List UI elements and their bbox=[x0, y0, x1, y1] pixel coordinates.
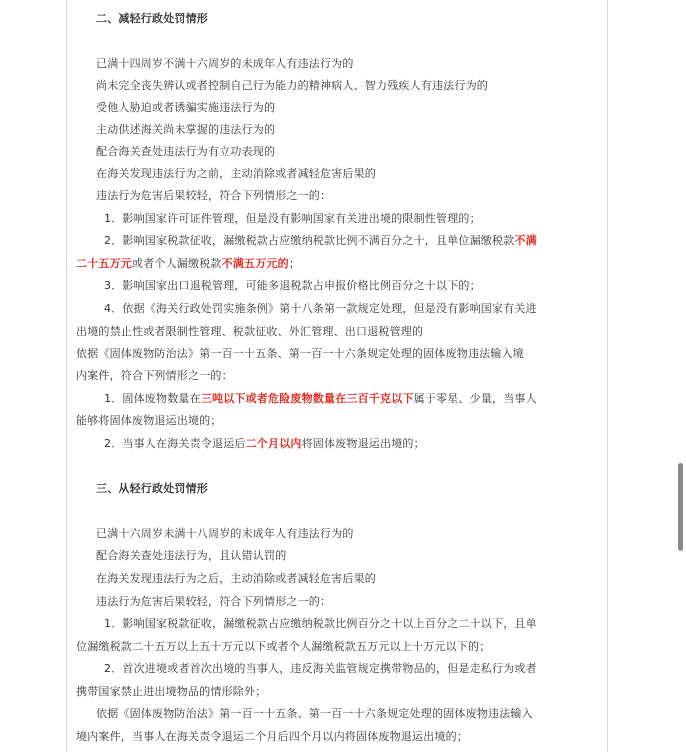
section-heading: 二、减轻行政处罚情形 bbox=[96, 12, 208, 25]
highlight-text: 不满 bbox=[514, 234, 537, 247]
text-line: 受他人胁迫或者诱骗实施违法行为的 bbox=[96, 101, 276, 114]
highlight-text: 二十五万元 bbox=[76, 257, 132, 270]
text-line: 4．依据《海关行政处罚实施条例》第十八条第一款规定处理，但是没有影响国家有关进 bbox=[104, 302, 537, 315]
section-heading: 三、从轻行政处罚情形 bbox=[96, 482, 208, 495]
text-line: 3．影响国家出口退税管理，可能多退税款占申报价格比例百分之十以下的； bbox=[104, 279, 481, 292]
text-line: 违法行为危害后果较轻，符合下列情形之一的： bbox=[96, 595, 332, 608]
text-line: 依据《固体废物防治法》第一百一十五条、第一百一十六条规定处理的固体废物违法输入 bbox=[96, 707, 533, 720]
text-line: 携带国家禁止进出境物品的情形除外； bbox=[76, 685, 267, 698]
text-line: 配合海关查处违法行为，且认错认罚的 bbox=[96, 549, 287, 562]
text-span: 将固体废物退运出境的； bbox=[301, 437, 425, 450]
text-span: 2．影响国家税款征收，漏缴税款占应缴纳税款比例不满百分之十，且单位漏缴税款 bbox=[104, 234, 515, 247]
text-line: 违法行为危害后果较轻，符合下列情形之一的： bbox=[96, 189, 332, 202]
text-line: 出境的禁止性或者限制性管理、税款征收、外汇管理、出口退税管理的 bbox=[76, 325, 424, 338]
text-line-highlighted bbox=[104, 392, 537, 406]
text-line: 内案件，符合下列情形之一的： bbox=[76, 369, 233, 382]
text-line: 配合海关查处违法行为有立功表现的 bbox=[96, 145, 276, 158]
text-line-highlighted bbox=[104, 437, 425, 451]
text-line: 已满十四周岁不满十六周岁的未成年人有违法行为的 bbox=[96, 57, 354, 70]
text-line: 在海关发现违法行为之前，主动消除或者减轻危害后果的 bbox=[96, 167, 376, 180]
text-line: 1．影响国家税款征收，漏缴税款占应缴纳税款比例百分之十以上百分之二十以下，且单 bbox=[104, 617, 537, 630]
text-line: 尚未完全丧失辨认或者控制自己行为能力的精神病人、智力残疾人有违法行为的 bbox=[96, 79, 488, 92]
text-line: 2．首次进境或者首次出境的当事人，违反海关监管规定携带物品的，但是走私行为或者 bbox=[104, 662, 537, 675]
text-line: 1．影响国家许可证件管理，但是没有影响国家有关进出境的限制性管理的； bbox=[104, 212, 481, 225]
text-line: 依据《固体废物防治法》第一百一十五条、第一百一十六条规定处理的固体废物违法输入境 bbox=[76, 347, 524, 360]
highlight-text: 二个月以内 bbox=[245, 437, 302, 450]
text-span: ； bbox=[288, 257, 301, 270]
text-span: 1．固体废物数量在 bbox=[104, 392, 201, 405]
text-line: 主动供述海关尚未掌握的违法行为的 bbox=[96, 123, 276, 136]
text-line: 已满十六周岁未满十八周岁的未成年人有违法行为的 bbox=[96, 527, 354, 540]
text-line: 位漏缴税款二十五万以上五十万元以下或者个人漏缴税款五万元以上十万元以下的； bbox=[76, 640, 491, 653]
text-span: 属于零星、少量，当事人 bbox=[413, 392, 537, 405]
scrollbar-track[interactable] bbox=[678, 0, 686, 752]
text-line-highlighted bbox=[104, 234, 537, 248]
text-line: 境内案件，当事人在海关责令退运二个月后四个月以内将固体废物退运出境的； bbox=[76, 730, 468, 743]
text-span: 或者个人漏缴税款 bbox=[132, 257, 222, 270]
text-span: 2．当事人在海关责令退运后 bbox=[104, 437, 246, 450]
highlight-text: 不满五万元的 bbox=[221, 257, 289, 270]
text-line: 能够将固体废物退运出境的； bbox=[76, 414, 222, 427]
text-line: 在海关发现违法行为之后，主动消除或者减轻危害后果的 bbox=[96, 572, 376, 585]
scrollbar-thumb[interactable] bbox=[678, 463, 683, 551]
highlight-text: 三吨以下或者危险废物数量在三百千克以下 bbox=[200, 392, 414, 405]
text-line-highlighted bbox=[76, 257, 300, 271]
